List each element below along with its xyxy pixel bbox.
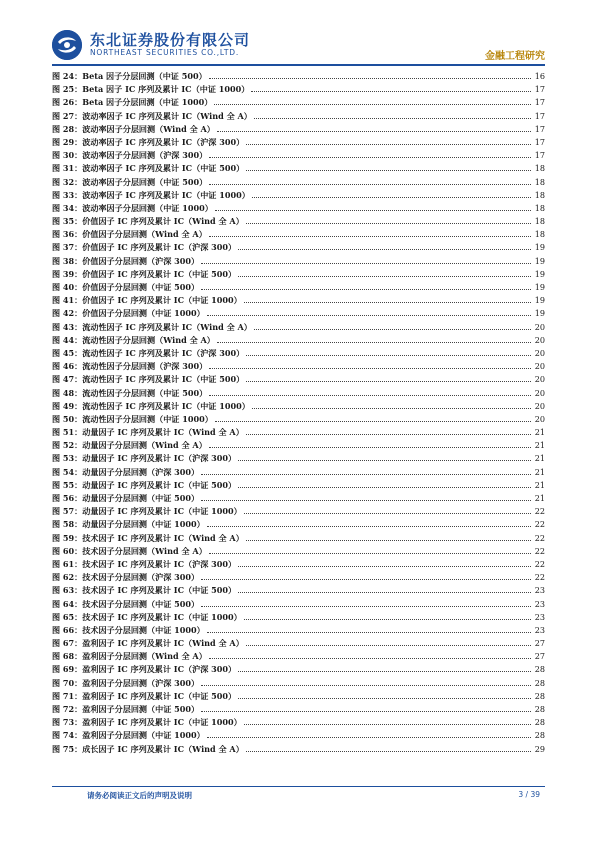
toc-leader-dots bbox=[207, 526, 531, 527]
toc-entry-page: 20 bbox=[534, 321, 545, 332]
toc-leader-dots bbox=[207, 315, 531, 316]
toc-entry-page: 23 bbox=[534, 585, 545, 596]
toc-entry-page: 28 bbox=[534, 730, 545, 741]
toc-entry-label: 图 38：价值因子分层回测（沪深 300） bbox=[52, 255, 200, 266]
toc-entry[interactable] bbox=[52, 202, 545, 215]
toc-leader-dots bbox=[246, 223, 531, 224]
toc-entry[interactable] bbox=[52, 96, 545, 109]
toc-leader-dots bbox=[201, 606, 531, 607]
header-divider bbox=[52, 64, 545, 66]
toc-entry-label: 图 49：流动性因子 IC 序列及累计 IC（中证 1000） bbox=[52, 400, 250, 411]
toc-leader-dots bbox=[246, 540, 531, 541]
toc-entry-label: 图 56：动量因子分层回测（中证 500） bbox=[52, 493, 200, 503]
toc-entry-label: 图 61：技术因子 IC 序列及累计 IC（沪深 300） bbox=[52, 558, 237, 569]
toc-entry-label: 图 37：价值因子 IC 序列及累计 IC（沪深 300） bbox=[52, 242, 237, 253]
footer-divider bbox=[52, 786, 545, 787]
toc-entry[interactable] bbox=[52, 241, 545, 254]
toc-leader-dots bbox=[254, 118, 531, 119]
toc-entry-page: 17 bbox=[534, 136, 545, 147]
page-header bbox=[52, 28, 545, 64]
toc-entry-page: 18 bbox=[534, 216, 545, 227]
toc-entry-label: 图 33：波动率因子 IC 序列及累计 IC（中证 1000） bbox=[52, 189, 250, 200]
toc-entry[interactable] bbox=[52, 255, 545, 268]
toc-entry-page: 22 bbox=[534, 558, 545, 569]
toc-entry-page: 29 bbox=[534, 743, 545, 754]
toc-entry[interactable] bbox=[52, 149, 545, 162]
toc-entry-label: 图 35：价值因子 IC 序列及累计 IC（Wind 全 A） bbox=[52, 216, 244, 227]
toc-entry[interactable] bbox=[52, 413, 545, 426]
toc-leader-dots bbox=[209, 157, 531, 158]
toc-entry-label: 图 65：技术因子 IC 序列及累计 IC（中证 1000） bbox=[52, 611, 242, 622]
toc-leader-dots bbox=[217, 131, 531, 132]
toc-entry[interactable] bbox=[52, 650, 545, 663]
toc-entry-page: 21 bbox=[534, 453, 545, 464]
toc-entry-page: 20 bbox=[534, 387, 545, 398]
toc-entry-page: 17 bbox=[534, 110, 545, 121]
toc-entry-label: 图 27：波动率因子 IC 序列及累计 IC（Wind 全 A） bbox=[52, 110, 252, 121]
toc-entry[interactable] bbox=[52, 729, 545, 742]
toc-entry-page: 20 bbox=[534, 361, 545, 372]
toc-entry-page: 17 bbox=[534, 84, 545, 95]
toc-entry-label: 图 30：波动率因子分层回测（沪深 300） bbox=[52, 150, 208, 161]
toc-leader-dots bbox=[246, 144, 531, 145]
toc-entry-label: 图 29：波动率因子 IC 序列及累计 IC（沪深 300） bbox=[52, 136, 245, 147]
toc-entry-label: 图 68：盈利因子分层回测（Wind 全 A） bbox=[52, 651, 207, 662]
toc-entry-page: 27 bbox=[534, 651, 545, 662]
toc-leader-dots bbox=[244, 619, 531, 620]
toc-entry[interactable] bbox=[52, 584, 545, 597]
toc-entry-label: 图 28：波动率因子分层回测（Wind 全 A） bbox=[52, 123, 215, 134]
toc-entry[interactable] bbox=[52, 703, 545, 716]
toc-entry-label: 图 57：动量因子 IC 序列及累计 IC（中证 1000） bbox=[52, 506, 242, 517]
toc-leader-dots bbox=[244, 513, 531, 514]
toc-entry[interactable] bbox=[52, 637, 545, 650]
toc-entry[interactable] bbox=[52, 479, 545, 492]
toc-entry-page: 17 bbox=[534, 123, 545, 134]
toc-entry-label: 图 44：流动性因子分层回测（Wind 全 A） bbox=[52, 334, 215, 345]
toc-leader-dots bbox=[209, 395, 531, 396]
toc-entry[interactable] bbox=[52, 743, 545, 756]
toc-entry-label: 图 34：波动率因子分层回测（中证 1000） bbox=[52, 202, 213, 213]
toc-entry[interactable] bbox=[52, 545, 545, 558]
toc-entry-label: 图 51：动量因子 IC 序列及累计 IC（Wind 全 A） bbox=[52, 427, 244, 438]
toc-leader-dots bbox=[244, 302, 531, 303]
toc-leader-dots bbox=[246, 381, 531, 382]
toc-entry-label: 图 64：技术因子分层回测（中证 500） bbox=[52, 598, 200, 609]
toc-entry[interactable] bbox=[52, 716, 545, 729]
toc-entry-page: 20 bbox=[534, 374, 545, 385]
toc-leader-dots bbox=[209, 447, 531, 448]
toc-entry-page: 28 bbox=[534, 704, 545, 714]
toc-entry-label: 图 32：波动率因子分层回测（中证 500） bbox=[52, 176, 208, 187]
toc-entry-label: 图 69：盈利因子 IC 序列及累计 IC（沪深 300） bbox=[52, 664, 237, 675]
company-name-en: NORTHEAST SECURITIES CO.,LTD. bbox=[90, 48, 240, 57]
toc-entry[interactable] bbox=[52, 439, 545, 452]
toc-entry-label: 图 74：盈利因子分层回测（中证 1000） bbox=[52, 730, 205, 741]
toc-leader-dots bbox=[209, 184, 531, 185]
toc-entry-label: 图 66：技术因子分层回测（中证 1000） bbox=[52, 624, 205, 635]
toc-entry[interactable] bbox=[52, 611, 545, 624]
toc-entry-label: 图 63：技术因子 IC 序列及累计 IC（中证 500） bbox=[52, 585, 237, 596]
toc-entry[interactable] bbox=[52, 466, 545, 479]
toc-entry-page: 21 bbox=[534, 466, 545, 477]
toc-entry-page: 23 bbox=[534, 598, 545, 609]
toc-entry-page: 20 bbox=[534, 413, 545, 424]
toc-entry[interactable] bbox=[52, 598, 545, 611]
toc-leader-dots bbox=[238, 249, 531, 250]
toc-entry-label: 图 40：价值因子分层回测（中证 500） bbox=[52, 282, 200, 292]
toc-entry[interactable] bbox=[52, 176, 545, 189]
toc-leader-dots bbox=[238, 671, 531, 672]
toc-leader-dots bbox=[244, 724, 531, 725]
toc-leader-dots bbox=[246, 645, 531, 646]
toc-entry-label: 图 48：流动性因子分层回测（中证 500） bbox=[52, 387, 208, 398]
toc-entry-page: 21 bbox=[534, 440, 545, 451]
toc-entry[interactable] bbox=[52, 677, 545, 690]
toc-entry[interactable] bbox=[52, 690, 545, 703]
toc-entry-label: 图 42：价值因子分层回测（中证 1000） bbox=[52, 308, 205, 319]
toc-entry[interactable] bbox=[52, 307, 545, 320]
toc-entry-page: 17 bbox=[534, 97, 545, 108]
toc-leader-dots bbox=[246, 434, 531, 435]
toc-leader-dots bbox=[201, 289, 531, 290]
toc-entry-label: 图 58：动量因子分层回测（中证 1000） bbox=[52, 519, 205, 530]
toc-entry[interactable] bbox=[52, 294, 545, 307]
toc-leader-dots bbox=[201, 474, 531, 475]
toc-entry[interactable] bbox=[52, 387, 545, 400]
toc-entry[interactable] bbox=[52, 215, 545, 228]
toc-entry-page: 17 bbox=[534, 150, 545, 161]
toc-entry[interactable] bbox=[52, 663, 545, 676]
toc-entry-label: 图 36：价值因子分层回测（Wind 全 A） bbox=[52, 229, 207, 240]
toc-entry-page: 22 bbox=[534, 506, 545, 517]
toc-entry-page: 18 bbox=[534, 189, 545, 200]
toc-leader-dots bbox=[215, 210, 531, 211]
toc-entry-label: 图 46：流动性因子分层回测（沪深 300） bbox=[52, 361, 208, 372]
toc-leader-dots bbox=[214, 104, 531, 105]
toc-leader-dots bbox=[209, 368, 531, 369]
toc-entry-page: 23 bbox=[534, 624, 545, 635]
toc-entry[interactable] bbox=[52, 70, 545, 83]
toc-entry-label: 图 24：Beta 因子分层回测（中证 500） bbox=[52, 71, 207, 81]
toc-entry-page: 18 bbox=[534, 176, 545, 187]
toc-leader-dots bbox=[238, 487, 531, 488]
toc-entry-page: 21 bbox=[534, 427, 545, 438]
toc-leader-dots bbox=[238, 566, 531, 567]
toc-entry-label: 图 25：Beta 因子 IC 序列及累计 IC（中证 1000） bbox=[52, 84, 250, 95]
toc-entry[interactable] bbox=[52, 492, 545, 505]
toc-entry-page: 19 bbox=[534, 282, 545, 292]
toc-entry-label: 图 67：盈利因子 IC 序列及累计 IC（Wind 全 A） bbox=[52, 638, 244, 649]
toc-leader-dots bbox=[215, 421, 531, 422]
toc-entry-page: 22 bbox=[534, 519, 545, 530]
toc-leader-dots bbox=[246, 170, 531, 171]
toc-entry-label: 图 70：盈利因子分层回测（沪深 300） bbox=[52, 677, 200, 688]
toc-entry-page: 18 bbox=[534, 229, 545, 240]
toc-entry-label: 图 60：技术因子分层回测（Wind 全 A） bbox=[52, 545, 207, 556]
toc-entry-label: 图 59：技术因子 IC 序列及累计 IC（Wind 全 A） bbox=[52, 532, 244, 543]
toc-leader-dots bbox=[201, 579, 531, 580]
toc-entry-label: 图 75：成长因子 IC 序列及累计 IC（Wind 全 A） bbox=[52, 743, 244, 754]
toc-entry-label: 图 31：波动率因子 IC 序列及累计 IC（中证 500） bbox=[52, 163, 245, 174]
toc-entry[interactable] bbox=[52, 360, 545, 373]
company-name-cn: 东北证券股份有限公司 bbox=[90, 31, 251, 49]
toc-entry[interactable] bbox=[52, 83, 545, 96]
toc-entry-label: 图 45：流动性因子 IC 序列及累计 IC（沪深 300） bbox=[52, 347, 245, 358]
toc-entry[interactable] bbox=[52, 334, 545, 347]
toc-entry-label: 图 43：流动性因子 IC 序列及累计 IC（Wind 全 A） bbox=[52, 321, 252, 332]
toc-leader-dots bbox=[252, 408, 531, 409]
toc-entry-page: 28 bbox=[534, 717, 545, 728]
toc-entry[interactable] bbox=[52, 136, 545, 149]
toc-entry-page: 27 bbox=[534, 638, 545, 649]
toc-entry[interactable] bbox=[52, 624, 545, 637]
toc-leader-dots bbox=[251, 91, 531, 92]
toc-entry-page: 20 bbox=[534, 347, 545, 358]
toc-leader-dots bbox=[201, 263, 531, 264]
toc-entry-page: 19 bbox=[534, 295, 545, 306]
toc-entry[interactable] bbox=[52, 281, 545, 294]
toc-leader-dots bbox=[238, 460, 531, 461]
toc-leader-dots bbox=[238, 276, 531, 277]
toc-entry-label: 图 41：价值因子 IC 序列及累计 IC（中证 1000） bbox=[52, 295, 242, 306]
toc-leader-dots bbox=[207, 632, 531, 633]
toc-entry[interactable] bbox=[52, 400, 545, 413]
toc-entry[interactable] bbox=[52, 268, 545, 281]
toc-entry[interactable] bbox=[52, 452, 545, 465]
toc-entry-page: 18 bbox=[534, 202, 545, 213]
toc-leader-dots bbox=[238, 698, 531, 699]
toc-entry-page: 28 bbox=[534, 690, 545, 701]
toc-leader-dots bbox=[209, 78, 531, 79]
toc-entry-page: 19 bbox=[534, 242, 545, 253]
toc-leader-dots bbox=[252, 197, 531, 198]
toc-entry-label: 图 71：盈利因子 IC 序列及累计 IC（中证 500） bbox=[52, 690, 237, 701]
toc-leader-dots bbox=[254, 329, 531, 330]
toc-entry[interactable] bbox=[52, 532, 545, 545]
toc-leader-dots bbox=[201, 500, 531, 501]
page-number: 3 / 39 bbox=[518, 790, 540, 799]
toc-entry-label: 图 73：盈利因子 IC 序列及累计 IC（中证 1000） bbox=[52, 717, 242, 728]
toc-entry-label: 图 62：技术因子分层回测（沪深 300） bbox=[52, 572, 200, 583]
toc-entry[interactable] bbox=[52, 505, 545, 518]
toc-entry-page: 22 bbox=[534, 545, 545, 556]
toc-entry-page: 18 bbox=[534, 163, 545, 174]
footer-disclaimer: 请务必阅读正文后的声明及说明 bbox=[87, 791, 192, 800]
figure-table-of-contents bbox=[52, 70, 545, 756]
toc-entry[interactable] bbox=[52, 571, 545, 584]
toc-entry-label: 图 72：盈利因子分层回测（中证 500） bbox=[52, 704, 200, 714]
toc-leader-dots bbox=[246, 751, 531, 752]
toc-leader-dots bbox=[201, 711, 531, 712]
toc-entry-label: 图 54：动量因子分层回测（沪深 300） bbox=[52, 466, 200, 477]
toc-entry-page: 19 bbox=[534, 308, 545, 319]
toc-leader-dots bbox=[201, 685, 531, 686]
toc-entry-page: 22 bbox=[534, 572, 545, 583]
toc-entry-label: 图 53：动量因子 IC 序列及累计 IC（沪深 300） bbox=[52, 453, 237, 464]
toc-leader-dots bbox=[217, 342, 531, 343]
toc-entry[interactable] bbox=[52, 426, 545, 439]
company-logo-icon bbox=[52, 30, 82, 60]
toc-entry[interactable] bbox=[52, 123, 545, 136]
toc-leader-dots bbox=[209, 236, 531, 237]
toc-entry-page: 19 bbox=[534, 268, 545, 279]
toc-entry[interactable] bbox=[52, 189, 545, 202]
toc-leader-dots bbox=[209, 658, 531, 659]
toc-leader-dots bbox=[238, 592, 531, 593]
toc-entry-page: 20 bbox=[534, 334, 545, 345]
toc-entry-label: 图 50：流动性因子分层回测（中证 1000） bbox=[52, 413, 213, 424]
toc-entry[interactable] bbox=[52, 373, 545, 386]
toc-entry-page: 28 bbox=[534, 664, 545, 675]
toc-entry[interactable] bbox=[52, 228, 545, 241]
toc-entry-page: 23 bbox=[534, 611, 545, 622]
toc-entry-page: 22 bbox=[534, 532, 545, 543]
toc-entry-label: 图 26：Beta 因子分层回测（中证 1000） bbox=[52, 97, 213, 108]
toc-entry[interactable] bbox=[52, 558, 545, 571]
toc-entry-label: 图 39：价值因子 IC 序列及累计 IC（中证 500） bbox=[52, 268, 237, 279]
toc-entry-page: 19 bbox=[534, 255, 545, 266]
toc-entry[interactable] bbox=[52, 518, 545, 531]
toc-entry-label: 图 52：动量因子分层回测（Wind 全 A） bbox=[52, 440, 207, 451]
toc-entry-page: 21 bbox=[534, 493, 545, 503]
toc-entry-page: 16 bbox=[534, 71, 545, 81]
toc-entry-page: 20 bbox=[534, 400, 545, 411]
toc-leader-dots bbox=[209, 553, 531, 554]
report-section-name: 金融工程研究 bbox=[485, 51, 545, 62]
toc-entry-label: 图 55：动量因子 IC 序列及累计 IC（中证 500） bbox=[52, 479, 237, 490]
toc-entry[interactable] bbox=[52, 162, 545, 175]
toc-entry-page: 28 bbox=[534, 677, 545, 688]
toc-entry[interactable] bbox=[52, 347, 545, 360]
toc-entry[interactable] bbox=[52, 110, 545, 123]
toc-entry-label: 图 47：流动性因子 IC 序列及累计 IC（中证 500） bbox=[52, 374, 245, 385]
toc-entry-page: 21 bbox=[534, 479, 545, 490]
toc-leader-dots bbox=[207, 737, 531, 738]
toc-entry[interactable] bbox=[52, 321, 545, 334]
toc-leader-dots bbox=[246, 355, 531, 356]
